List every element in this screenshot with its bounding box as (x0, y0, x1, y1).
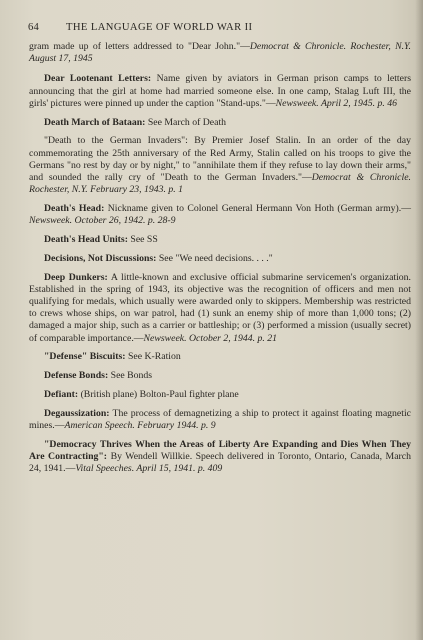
entry-deep-dunkers (29, 272, 411, 345)
page-header (28, 22, 411, 33)
entry-defense-bonds (29, 370, 411, 382)
entry-death-march-of-bataan (29, 117, 411, 129)
entry-text: See "We need decisions. . . ." (156, 252, 273, 264)
entry-citation: Newsweek. October 26, 1942. p. 28-9 (29, 215, 176, 227)
entry-text: A little-known and exclusive official submarine servicemen's organization. Established in the spring of 1943, its objective was the recognition of officers and men not qualifying for medals, which usually were awarded only to skippers. Membership was restricted to crews whose ships, on war patrol, had (1) sunk an enemy ship of more than 1,000 tons; (2) damaged a major ship, such as a carrier or battleship; or (3) performed a mission (usually secret) of comparable importance.— (29, 271, 411, 344)
entry-text: The process of demagnetizing a ship to protect it against floating magnetic mines.— (29, 407, 411, 432)
entry-term: Defiant: (44, 389, 79, 401)
entry-term: Death's Head: (44, 203, 105, 215)
entry-democracy-thrives (29, 439, 411, 476)
entry-term: Degaussization: (44, 407, 110, 419)
entry-term: Dear Lootenant Letters: (44, 73, 152, 85)
entry-decisions-not-discussions (29, 253, 411, 265)
entry-deaths-head-units (29, 234, 411, 246)
entry-text: See March of Death (145, 116, 227, 128)
entry-term: "Defense" Biscuits: (44, 351, 126, 363)
entry-dear-lootenant-letters (29, 73, 411, 110)
entry-citation: Vital Speeches. April 15, 1941. p. 409 (75, 463, 223, 475)
entry-text: See K-Ration (125, 351, 181, 363)
entry-term: Death March of Bataan: (44, 116, 146, 128)
page-number: 64 (28, 22, 39, 33)
entry-citation: American Speech. February 1944. p. 9 (64, 420, 216, 432)
entry-defiant (29, 389, 411, 401)
entry-death-to-the-german-invaders (29, 135, 411, 196)
entry-term: Defense Bonds: (44, 370, 109, 382)
entry-citation: Democrat & Chronicle. Rochester, N.Y. February 23, 1943. p. 1 (29, 172, 411, 196)
entry-text: Name given by aviators in German prison camps to letters announcing that the girl at home had married someone else. In one camp, Stalag Luft III, the girls' pictures were pinned up under the caption "Stand-ups."— (29, 73, 411, 109)
entry-term: Death's Head Units: (44, 234, 128, 246)
entry-text: By Wendell Willkie. Speech delivered in Toronto, Ontario, Canada, March 24, 1941.— (29, 451, 411, 475)
entry-text: (British plane) Bolton-Paul fighter plane (78, 389, 239, 401)
page-edge-shadow (415, 0, 423, 640)
entry-citation: Democrat & Chronicle. Rochester, N.Y. August 17, 1945 (29, 41, 411, 65)
entry-citation: Newsweek. April 2, 1945. p. 46 (275, 97, 398, 109)
entry-text: See SS (127, 234, 158, 246)
glossary-body (29, 41, 411, 475)
entry-citation: Newsweek. October 2, 1944. p. 21 (143, 332, 278, 344)
entry-text: Nickname given to Colonel General Hermann Von Hoth (German army).— (104, 203, 411, 215)
entry-term: Deep Dunkers: (44, 271, 108, 283)
entry-defense-biscuits (29, 351, 411, 363)
entry-term: Decisions, Not Discussions: (44, 252, 157, 264)
entry-continuation (29, 41, 411, 65)
entry-text: "Death to the German Invaders": By Premier Josef Stalin. In an order of the day commemorating the 25th anniversary of the Red Army, Stalin called on his troops to give the Germans "no rest by day or by night," to "annihilate them if they refuse to lay down their arms," and sounded the rally cry of "Death to the German Invaders."— (29, 135, 411, 184)
entry-term: "Democracy Thrives When the Areas of Liberty Are Expanding and Dies When They Are Contracting": (29, 438, 411, 463)
entry-text: See Bonds (108, 370, 153, 382)
entry-deaths-head (29, 203, 411, 227)
entry-text: gram made up of letters addressed to "Dear John."— (29, 41, 250, 52)
running-title: THE LANGUAGE OF WORLD WAR II (66, 22, 253, 33)
entry-degaussization (29, 408, 411, 432)
